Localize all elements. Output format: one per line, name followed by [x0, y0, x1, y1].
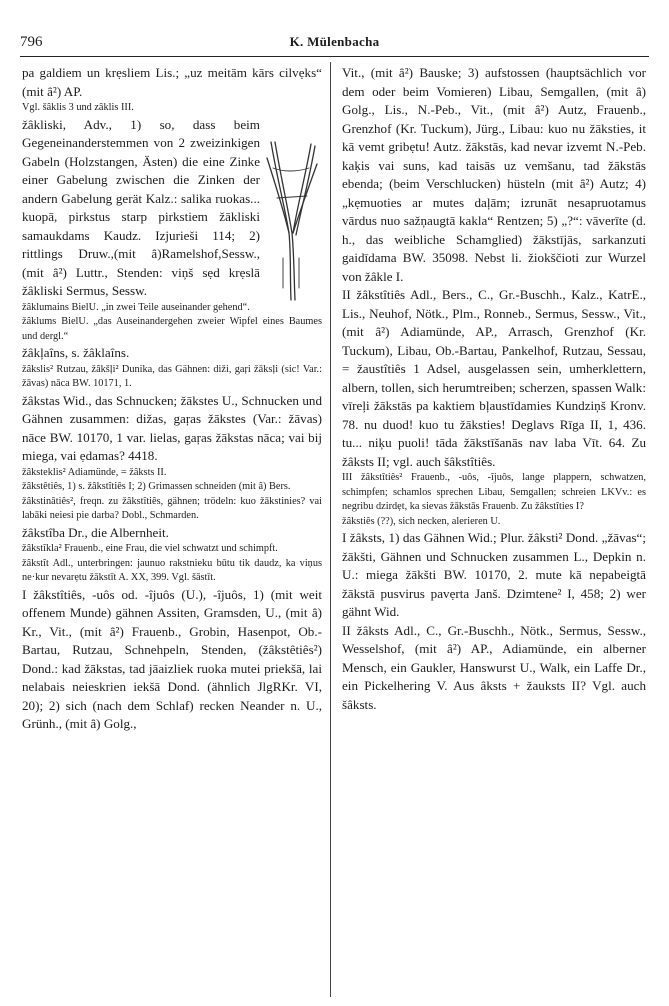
- cross-reference: Vgl. šâklis 3 und zâklis III.: [22, 102, 134, 113]
- page-number: 796: [20, 34, 43, 50]
- entry-zakstinaties: žâkstinâtiês², freqn. zu žâkstîtiês, gähnen; trödeln: kuo žākstinies? vai labāki neiesi pie darba? Dobl., Schmarden.: [22, 495, 322, 521]
- entry-zakstities-2: II žâkstîtiês Adl., Bers., C., Gr.-Buschh., Kalz., KatrE., Lis., Neuhof, Nötk., Plm., Ronneb., Sermus, Sessw., Vit., (mit ȃ²) Adiamünde, AP., Arrasch, Grenzhof (Kr. Tuckum), Libau, Ob.-Bartau, Pankelhof, Rutzau, Sessau, = žaustîtiês 1 Adsel, ausgelassen sein, umherklettern, albern, tollen, sich herumtreiben; scherzen, spassen Walk: vīreļi žākstās pa kaktiem bļaustīdamies Kundziņš Kronv. 78. nu duod! kuo tu žāksties! Deglavs Rīga II, 1, 436. tu... niķu puoli! tāda žākstīšanās nav laba Vīt. 64. Zu žâksts II; vgl. auch šâkstîtiês.: [342, 287, 646, 469]
- entry-zakstit: žâkstît Adl., unterbringen: jaunuo rakstnieku būtu tik daudz, ka viņus ne·kur nevarẹtu žākstīt A. XX, 399. Vgl. šāstīt.: [22, 557, 322, 583]
- entry-zaklains: žâkļaîns, s. žâklaîns.: [22, 345, 130, 360]
- entry-zaksts-1: I žâksts, 1) das Gähnen Wid.; Plur. žâksti² Dond. „žāvas“; žākšti, Gähnen und Schnucken zusammen L., Depkin n. U.: miega žākšti BW. 10170, 2. mute kā nepabeigtā žākstā pusvirus pavẹrta Janš. Dzimtene² I, 458; 2) wer gähnt Wid.: [342, 530, 646, 619]
- column-divider: [330, 62, 331, 997]
- entry-zaklumains: žâklumains BielU. „in zwei Teile auseinander gehend“.: [22, 301, 250, 313]
- entry-zakliski: žâkliski, Adv., 1) so, dass beim Gegeneinanderstemmen von 2 zweizinkigen Gabeln (Holzstangen, Ästen) die eine Zinke einer Gabelung zwischen die Zinken der andern Gabelung gerät Kalz.: salika ruokas... kuopā, pirkstus starp pirkstiem žākliski samaukdams Kaudz. Izjurieši 114; 2) rittlings Druw.,(mit ȃ)Ramelshof,Sessw., (mit ȃ²) Luttr., Stenden: viņš sẹd krẹslā žâkliski Sermus, Sessw.: [22, 116, 260, 298]
- entry-continuation-right: Vit., (mit ȃ²) Bauske; 3) aufstossen (hauptsächlich vor dem oder beim Vomieren) Libau, Semgallen, (mit ȃ) Golg., Lis., N.-Peb., Vit., (mit ȃ²) Autz, Frauenb., Grenzhof (Kr. Tuckum), Jürg., Libau: kuo nu žāksties, it kā vemt gribẹtu! Autz. žākstās, kad nevar izvemt N.-Peb. kaķis vai suns, kad taisās uz vemšanu, tad žākstās ebenda; (beim Verschlucken) hüsteln (mit ȃ²) Autz; 4) „kẹmuoties ar mutes daļām; izrunāt nesapruotamus vārdus nuo sažņaugtā kakla“ Rentzen; 5) „?“: vāverīte (d. h., das weibliche Schamglied) žākstījās, sarkanzuti gaidīdama BW. 35098. Nebst li. žiokščioti zur Wurzel von žâkle I.: [342, 65, 646, 284]
- entry-zakslis: žâkslis² Rutzau, žâkšļi² Dunika, das Gähnen: diži, gaŗi žāksļi (sic! Var.: žāvas) nāca BW. 10171, 1.: [22, 363, 322, 389]
- page-header: [20, 34, 649, 54]
- entry-zakstikla: žâkstîkla² Frauenb., eine Frau, die viel schwatzt und schimpft.: [22, 543, 278, 554]
- left-column: [22, 64, 322, 734]
- entry-zaksts-2: II žâksts Adl., C., Gr.-Buschh., Nötk., Sermus, Sessw., Wesselshof, (mit ȃ²) AP., Adiamünde, ein alberner Mensch, ein Gaukler, Hanswurst U., Walk, ein Laffe Dr., ein Pickelhering V. Aus âksts + žauksts II? Vgl. auch šâksts.: [342, 622, 646, 712]
- entry-zakstetiees: žâkstêtiês, 1) s. žâkstîtiês I; 2) Grimassen schneiden (mit ȃ) Bers.: [22, 481, 291, 492]
- entry-zakstiba: žâkstîba Dr., die Albernheit.: [22, 524, 169, 540]
- entry-zaksteklis: žâksteklis² Adiamünde, = žâksts II.: [22, 466, 167, 478]
- entry-zakstas: žâkstas Wid., das Schnucken; žākstes U., Schnucken und Gähnen zusammen: dižas, gaŗas žākstes (Var.: žāvas) nāce BW. 10170, 1 var. lielas, gaŗas žākstas nāca; vai bij miega, vai ẹdamas? 4418.: [22, 392, 322, 463]
- right-column: [342, 64, 646, 714]
- entry-zaksties: žâkstiês (??), sich necken, alerieren U.: [342, 515, 501, 527]
- header-rule: [20, 56, 649, 57]
- entry-zakstities-3: III žâkstîtiês² Frauenb., -uôs, -îjuôs, lange plappern, schwatzen, schimpfen; schamlos sprechen Libau, Semgallen; schreien LKVv.: es negribu dzirdẹt, ka sievas žākstās Frauenb. Zu žâkstîties I?: [342, 472, 646, 512]
- entry-continuation: pa galdiem un krẹsliem Lis.; „uz meitām kārs cilvẹks“ (mit ȃ²) AP.: [22, 65, 322, 99]
- entry-zaklums: žâklums BielU. „das Auseinandergehen zweier Wipfel eines Baumes und dergl.“: [22, 316, 322, 342]
- entry-zakstities-1: I žâkstîtiês, -uôs od. -îjuôs (U.), -îjuôs, 1) (mit weit offenem Munde) gähnen Assiten, Gramsden, U., (mit ȃ) Kr., Vit., (mit ȃ²) Frauenb., Grobin, Hasenpot, Ob.-Bartau, Rutzau, Schnehpeln, Stenden, (žâkstêtiês²) Dond.: kad žākstas, tad jāaizliek ruoka mutei priekšā, lai nelabais neieskrien iekšā Dond. (ähnlich JlgRKr. VI, 20); 2) sich (nach dem Schlaf) recken Neander n. U., Grünh., (mit ȃ) Golg.,: [22, 586, 322, 731]
- running-head: K. Mülenbacha: [289, 34, 380, 49]
